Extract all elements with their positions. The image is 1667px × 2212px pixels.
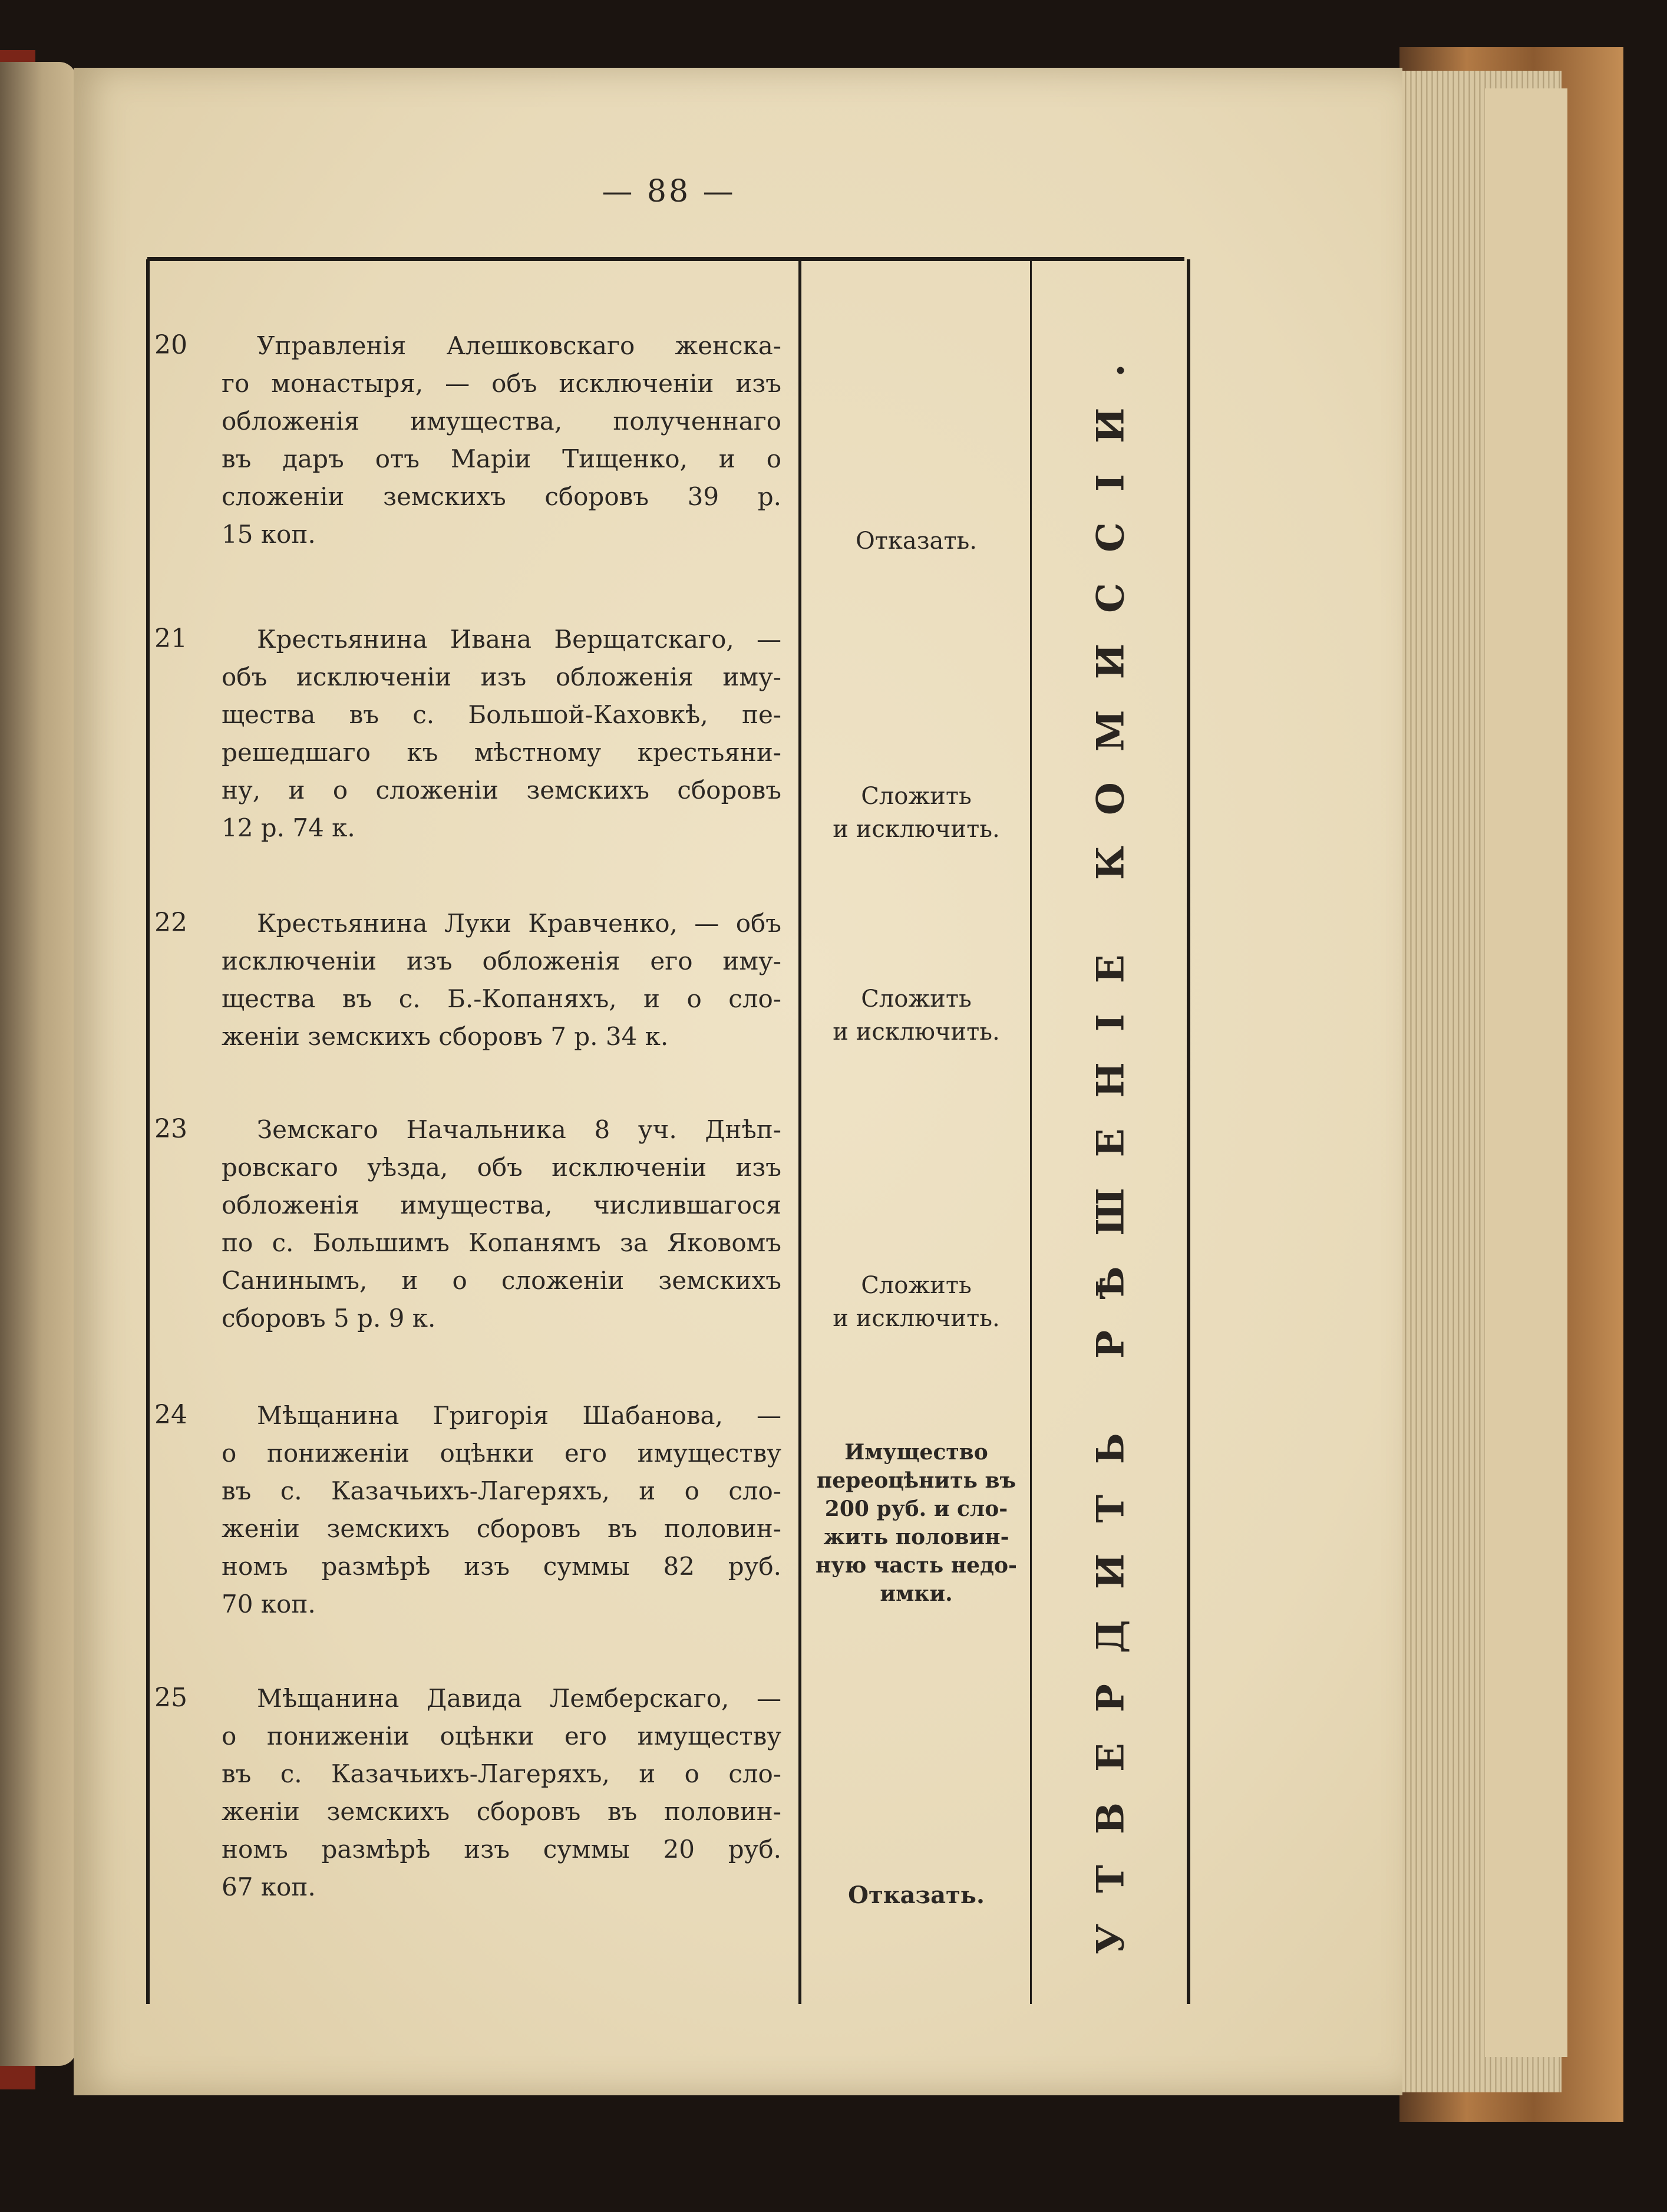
decision-line: переоцѣнить въ [816,1468,1016,1493]
entry-line: въ с. Казачьихъ-Лагеряхъ, и о сло- [222,1759,781,1788]
decision-column-rule [798,259,801,2004]
entry-number: 22 [154,908,187,938]
entry-text [222,327,781,553]
entry-line: исключеніи изъ обложенія его иму- [222,947,781,975]
decision-text [807,1269,1025,1335]
page-edges-inner [1485,88,1567,2057]
entry-line: обложенія имущества, числившагося [222,1191,781,1219]
decision-line: Отказать. [855,528,978,555]
entry-number: 21 [154,624,187,654]
entry-line: сборовъ 5 р. 9 к. [222,1304,436,1333]
entry-line: о пониженіи оцѣнки его имуществу [222,1439,781,1468]
left-column-rule [146,259,150,2004]
decision-line: Сложить [861,783,972,810]
decision-line: имки. [880,1581,953,1606]
decision-line: Сложить [861,1272,972,1299]
entry-line: въ с. Казачьихъ-Лагеряхъ, и о сло- [222,1476,781,1505]
entry-text [222,1680,781,1906]
entry-line: женіи земскихъ сборовъ въ половин- [222,1797,781,1826]
entry-line: го монастыря, — объ исключеніи изъ [222,369,781,398]
entry-line: въ даръ отъ Маріи Тищенко, и о [222,444,781,473]
decision-text [807,1879,1025,1912]
entry-line: щества въ с. Большой-Каховкѣ, пе- [222,700,781,729]
entry-line: 70 коп. [222,1590,316,1618]
entry-text [222,1397,781,1623]
entry-line: Санинымъ, и о сложеніи земскихъ [222,1266,781,1295]
decision-line: и исключить. [833,1018,1000,1046]
decision-line: 200 руб. и сло- [824,1496,1008,1521]
entry-line: Земскаго Начальника 8 уч. Днѣп- [257,1115,781,1144]
decision-text [807,525,1025,558]
entry-line: о пониженіи оцѣнки его имуществу [222,1722,781,1751]
entry-number: 24 [154,1400,187,1430]
entry-line: обложенія имущества, полученнаго [222,407,781,436]
entry-line: женіи земскихъ сборовъ 7 р. 34 к. [222,1022,669,1051]
entry-line: Управленія Алешковскаго женска- [257,331,781,360]
decision-text [807,983,1025,1049]
entry-line: Крестьянина Луки Кравченко, — объ [257,909,781,938]
entry-line: решедшаго къ мѣстному крестьяни- [222,738,781,767]
entry-line: 67 коп. [222,1873,316,1901]
entry-line: ровскаго уѣзда, объ исключеніи изъ [222,1153,781,1182]
decision-line: Сложить [861,985,972,1013]
resolution-column-rule [1030,259,1032,2004]
entry-number: 20 [154,330,187,360]
entry-line: Мѣщанина Давида Лемберскаго, — [257,1684,781,1713]
entry-text [222,621,781,847]
table-top-rule [147,257,1184,261]
decision-text [807,1438,1025,1608]
entry-line: по с. Большимъ Копанямъ за Яковомъ [222,1228,781,1257]
decision-line: ную часть недо- [816,1553,1017,1578]
left-page-edge [0,62,77,2066]
entry-line: сложеніи земскихъ сборовъ 39 р. [222,482,781,511]
entry-line: объ исключеніи изъ обложенія иму- [222,662,781,691]
entry-line: Мѣщанина Григорія Шабанова, — [257,1401,781,1430]
resolution-label: УТВЕРДИТЬ РѢШЕНІЕ КОМИССІИ. [1088,332,1133,1954]
entry-line: номъ размѣрѣ изъ суммы 20 руб. [222,1835,781,1864]
entry-line: 15 коп. [222,520,316,549]
entry-line: номъ размѣрѣ изъ суммы 82 руб. [222,1552,781,1581]
entry-line: женіи земскихъ сборовъ въ половин- [222,1514,781,1543]
entry-line: 12 р. 74 к. [222,813,355,842]
decision-line: и исключить. [833,1305,1000,1332]
decision-line: и исключить. [833,816,1000,843]
right-table-rule [1187,259,1190,2004]
decision-line: Отказать. [848,1881,985,1909]
decision-line: жить половин- [823,1525,1009,1550]
page-number: — 88 — [602,174,736,209]
entry-number: 25 [154,1683,187,1713]
entry-text [222,1111,781,1337]
entry-line: ну, и о сложеніи земскихъ сборовъ [222,776,781,805]
entry-number: 23 [154,1114,187,1144]
entry-line: Крестьянина Ивана Верщатскаго, — [257,625,781,654]
entry-line: щества въ с. Б.-Копаняхъ, и о сло- [222,984,781,1013]
decision-text [807,780,1025,846]
resolution-vertical-text [1058,332,1164,1954]
decision-line: Имущество [844,1440,988,1465]
entry-text [222,905,781,1056]
